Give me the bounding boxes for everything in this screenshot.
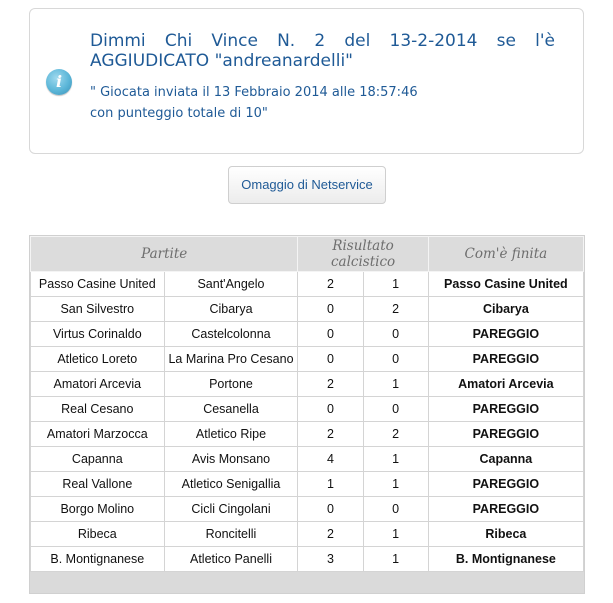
- cell-away-goals: 1: [363, 447, 428, 472]
- cell-outcome: Passo Casine United: [428, 272, 583, 297]
- cell-home-team: San Silvestro: [31, 297, 165, 322]
- table-row: [31, 372, 584, 397]
- table-row: [31, 322, 584, 347]
- cell-home-goals: 2: [298, 522, 363, 547]
- cell-outcome: Ribeca: [428, 522, 583, 547]
- table-row: [31, 422, 584, 447]
- notice-sub-line1: " Giocata inviata il 13 Febbraio 2014 alle 18:57:46: [90, 85, 418, 100]
- table-row: [31, 297, 584, 322]
- cell-home-goals: 0: [298, 297, 363, 322]
- cell-outcome: Capanna: [428, 447, 583, 472]
- table-row: [31, 522, 584, 547]
- cell-away-goals: 1: [363, 547, 428, 572]
- table-row: [31, 272, 584, 297]
- cell-away-goals: 0: [363, 397, 428, 422]
- table-row: [31, 397, 584, 422]
- cell-away-goals: 2: [363, 422, 428, 447]
- cell-home-team: Real Cesano: [31, 397, 165, 422]
- results-table-container: [29, 235, 585, 594]
- cell-away-team: Cesanella: [164, 397, 298, 422]
- notice-box: [29, 8, 584, 154]
- cell-home-goals: 4: [298, 447, 363, 472]
- cell-outcome: Cibarya: [428, 297, 583, 322]
- cell-home-goals: 2: [298, 272, 363, 297]
- cell-away-goals: 1: [363, 522, 428, 547]
- table-row: [31, 547, 584, 572]
- header-esito: Com'è finita: [428, 237, 583, 272]
- cell-outcome: PAREGGIO: [428, 422, 583, 447]
- cell-away-team: Avis Monsano: [164, 447, 298, 472]
- table-row: [31, 447, 584, 472]
- omaggio-button[interactable]: Omaggio di Netservice: [228, 166, 386, 204]
- cell-outcome: Amatori Arcevia: [428, 372, 583, 397]
- cell-away-team: Cibarya: [164, 297, 298, 322]
- cell-home-team: Amatori Arcevia: [31, 372, 165, 397]
- cell-home-team: Passo Casine United: [31, 272, 165, 297]
- results-table: [30, 236, 584, 572]
- cell-away-team: La Marina Pro Cesano: [164, 347, 298, 372]
- table-row: [31, 472, 584, 497]
- cell-away-team: Roncitelli: [164, 522, 298, 547]
- cell-home-team: Capanna: [31, 447, 165, 472]
- header-risultato: Risultato calcistico: [298, 237, 428, 272]
- notice-headline-line1: Dimmi Chi Vince N. 2 del 13-2-2014 se l'è: [90, 31, 555, 51]
- notice-subtitle: [90, 82, 418, 124]
- cell-away-team: Cicli Cingolani: [164, 497, 298, 522]
- cell-away-goals: 1: [363, 272, 428, 297]
- notice-sub-line2: con punteggio totale di 10": [90, 106, 268, 121]
- cell-away-goals: 0: [363, 497, 428, 522]
- cell-outcome: PAREGGIO: [428, 347, 583, 372]
- cell-home-goals: 2: [298, 372, 363, 397]
- cell-home-team: Real Vallone: [31, 472, 165, 497]
- cell-home-team: Atletico Loreto: [31, 347, 165, 372]
- cell-away-team: Atletico Ripe: [164, 422, 298, 447]
- cell-home-team: Virtus Corinaldo: [31, 322, 165, 347]
- cell-home-goals: 3: [298, 547, 363, 572]
- cell-home-team: B. Montignanese: [31, 547, 165, 572]
- cell-away-goals: 0: [363, 347, 428, 372]
- cell-away-goals: 2: [363, 297, 428, 322]
- table-body: [31, 272, 584, 572]
- notice-headline-line2: AGGIUDICATO "andreanardelli": [90, 51, 354, 71]
- header-partite: Partite: [31, 237, 298, 272]
- table-header-row: [31, 237, 584, 272]
- cell-outcome: PAREGGIO: [428, 322, 583, 347]
- cell-away-goals: 0: [363, 322, 428, 347]
- cell-outcome: PAREGGIO: [428, 497, 583, 522]
- info-icon: i: [46, 69, 72, 95]
- cell-away-goals: 1: [363, 372, 428, 397]
- cell-home-team: Borgo Molino: [31, 497, 165, 522]
- cell-home-goals: 0: [298, 347, 363, 372]
- table-row: [31, 347, 584, 372]
- table-row: [31, 497, 584, 522]
- cell-away-team: Sant'Angelo: [164, 272, 298, 297]
- cell-home-goals: 0: [298, 397, 363, 422]
- table-footer: [30, 572, 584, 593]
- cell-outcome: B. Montignanese: [428, 547, 583, 572]
- cell-away-team: Atletico Panelli: [164, 547, 298, 572]
- cell-home-goals: 2: [298, 422, 363, 447]
- cell-away-team: Atletico Senigallia: [164, 472, 298, 497]
- cell-home-goals: 0: [298, 322, 363, 347]
- cell-home-goals: 1: [298, 472, 363, 497]
- cell-outcome: PAREGGIO: [428, 397, 583, 422]
- cell-away-team: Portone: [164, 372, 298, 397]
- cell-home-team: Ribeca: [31, 522, 165, 547]
- notice-headline: [90, 31, 555, 71]
- cell-outcome: PAREGGIO: [428, 472, 583, 497]
- cell-home-team: Amatori Marzocca: [31, 422, 165, 447]
- cell-away-goals: 1: [363, 472, 428, 497]
- cell-home-goals: 0: [298, 497, 363, 522]
- cell-away-team: Castelcolonna: [164, 322, 298, 347]
